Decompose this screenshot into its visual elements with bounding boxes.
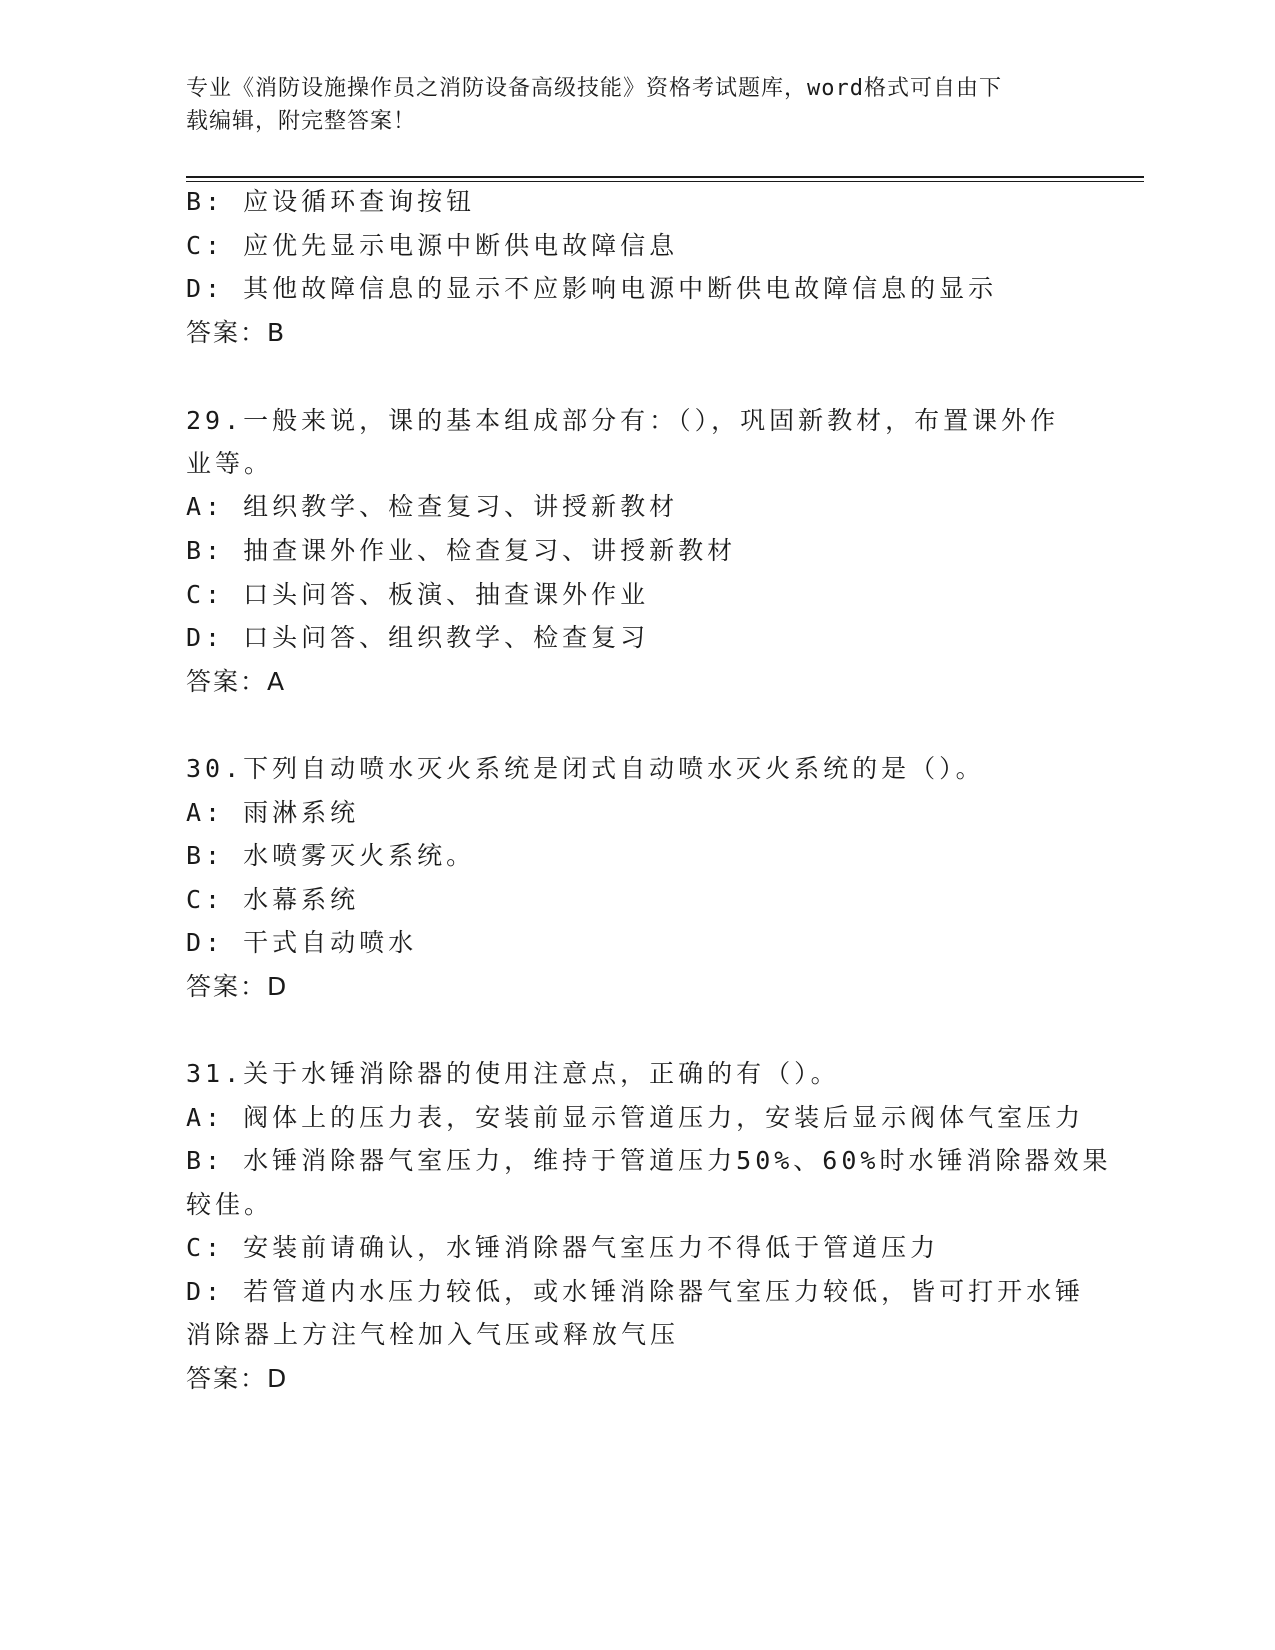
q31-stem-line-1: 31.关于水锤消除器的使用注意点，正确的有（）。: [186, 1059, 840, 1088]
header-line-1: 专业《消防设施操作员之消防设备高级技能》资格考试题库，word格式可自由下: [186, 76, 1002, 101]
header-rule-thick: [186, 176, 1144, 178]
q29-answer: 答案：A: [186, 667, 287, 696]
q30-option-b: B: 水喷雾灭火系统。: [186, 841, 476, 870]
q29-option-a: A: 组织教学、检查复习、讲授新教材: [186, 492, 679, 521]
q29-option-b: B: 抽查课外作业、检查复习、讲授新教材: [186, 536, 737, 565]
q31-option-c: C: 安装前请确认，水锤消除器气室压力不得低于管道压力: [186, 1233, 940, 1262]
q31-option-a: A: 阀体上的压力表，安装前显示管道压力，安装后显示阀体气室压力: [186, 1103, 1085, 1132]
prev-option-d: D: 其他故障信息的显示不应影响电源中断供电故障信息的显示: [186, 274, 998, 303]
q31-answer: 答案：D: [186, 1364, 289, 1393]
q29-stem-line-2: 业等。: [186, 449, 274, 478]
q31-option-b-cont: 较佳。: [186, 1190, 274, 1219]
header-rule-thin: [186, 181, 1144, 182]
q30-stem-line-1: 30.下列自动喷水灭火系统是闭式自动喷水灭火系统的是（）。: [186, 754, 985, 783]
q29-option-c: C: 口头问答、板演、抽查课外作业: [186, 580, 650, 609]
q31-option-b: B: 水锤消除器气室压力，维持于管道压力50%、60%时水锤消除器效果: [186, 1146, 1112, 1175]
prev-option-b: B: 应设循环查询按钮: [186, 187, 476, 216]
document-page: [186, 0, 1146, 1650]
q30-option-a: A: 雨淋系统: [186, 798, 360, 827]
q31-option-d-cont: 消除器上方注气栓加入气压或释放气压: [186, 1320, 680, 1349]
q29-stem-line-1: 29.一般来说，课的基本组成部分有：（），巩固新教材，布置课外作: [186, 406, 1060, 435]
q29-option-d: D: 口头问答、组织教学、检查复习: [186, 623, 650, 652]
q30-answer: 答案：D: [186, 972, 289, 1001]
prev-answer: 答案：B: [186, 318, 287, 347]
q31-option-d: D: 若管道内水压力较低，或水锤消除器气室压力较低，皆可打开水锤: [186, 1277, 1085, 1306]
document-header: [186, 72, 1066, 138]
q30-option-d: D: 干式自动喷水: [186, 928, 418, 957]
q30-option-c: C: 水幕系统: [186, 885, 360, 914]
header-line-2: 载编辑，附完整答案！: [186, 109, 417, 134]
prev-option-c: C: 应优先显示电源中断供电故障信息: [186, 231, 679, 260]
